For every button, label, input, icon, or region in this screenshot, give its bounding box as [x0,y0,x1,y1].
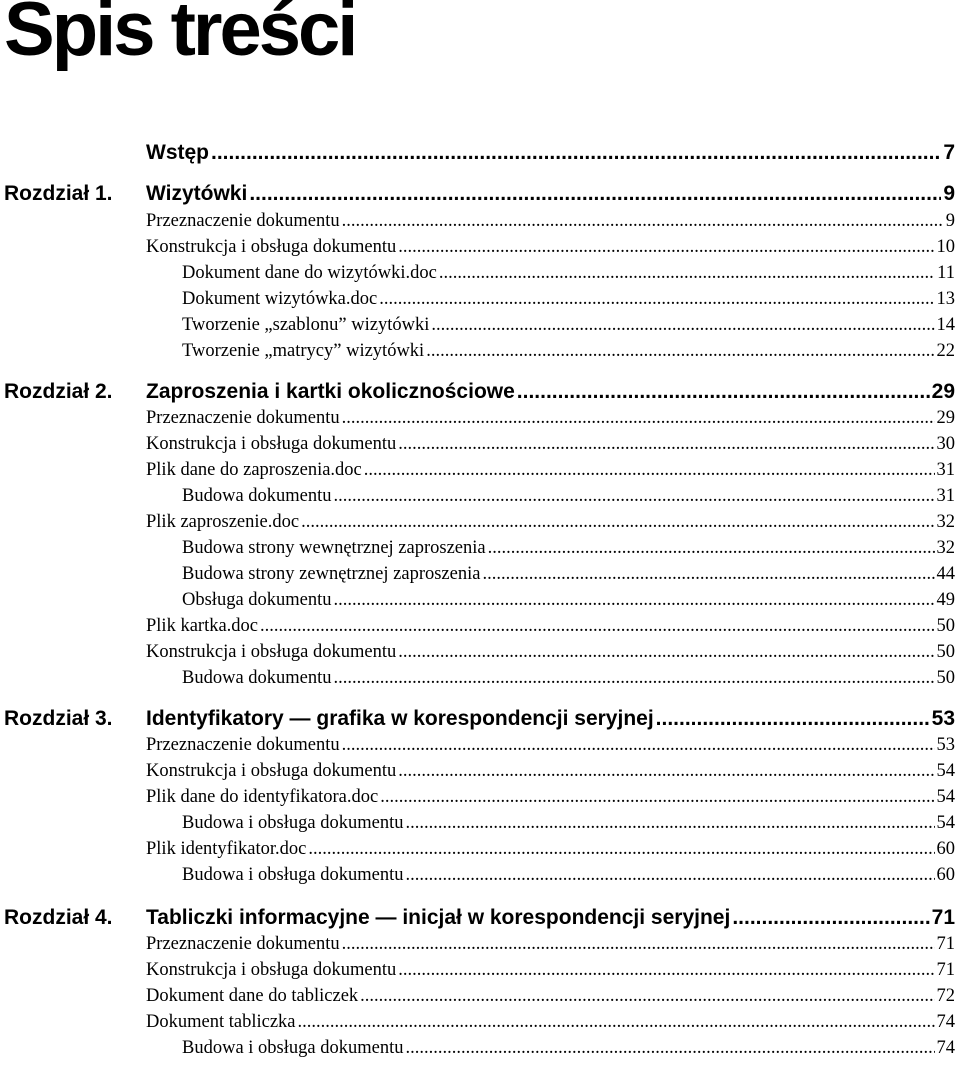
toc-entry-title: Zaproszenia i kartki okolicznościowe [146,380,515,403]
toc-entry-row [0,810,960,836]
dot-leader [380,784,934,810]
toc-entry-row [0,483,960,509]
toc-page-number: 74 [936,1038,955,1058]
dot-leader [732,905,929,931]
toc-entry-title: Dokument wizytówka.doc [182,289,378,309]
dot-leader [298,1009,935,1035]
dot-leader [482,561,934,587]
toc-entry[interactable] [146,983,955,1009]
toc-page-number: 50 [936,616,955,636]
toc-entry-title: Dokument tabliczka [146,1012,296,1032]
toc-entry-row [0,208,960,234]
toc-page-number: 49 [936,590,955,610]
toc-page-number: 10 [936,237,955,257]
toc-entry[interactable] [146,784,955,810]
toc-page-number: 50 [936,668,955,688]
toc-entry-title: Plik identyfikator.doc [146,839,307,859]
toc-entry[interactable] [146,234,955,260]
dot-leader [334,483,935,509]
toc-entry-row [0,957,960,983]
toc-entry-row [0,312,960,338]
toc-entry-row [0,931,960,957]
dot-leader [431,312,934,338]
toc-entry-title: Plik zaproszenie.doc [146,512,300,532]
toc-entry-row [0,1035,960,1061]
toc-page-number: 31 [936,486,955,506]
dot-leader [249,181,941,207]
toc-entry[interactable] [182,561,955,587]
toc-entry-title: Budowa dokumentu [182,668,332,688]
dot-leader [342,405,935,431]
dot-leader [426,338,934,364]
toc-entry[interactable] [146,905,955,931]
toc-entry[interactable] [182,260,955,286]
toc-entry[interactable] [146,405,955,431]
toc-page-number: 31 [936,460,955,480]
toc-page-number: 13 [936,289,955,309]
toc-entry-title: Budowa i obsługa dokumentu [182,865,404,885]
toc-chapter-row [0,140,960,166]
toc-entry-row [0,862,960,888]
toc-entry-row [0,836,960,862]
toc-page-number: 54 [936,813,955,833]
toc-page-number: 11 [937,263,955,283]
toc-entry[interactable] [146,732,955,758]
toc-entry-title: Identyfikatory — grafika w korespondencji seryjnej [146,707,654,730]
toc-entry-title: Wstęp [146,141,209,164]
chapter-number: Rozdział 4. [4,906,113,929]
toc-entry[interactable] [146,379,955,405]
dot-leader [405,862,934,888]
toc-page-number: 30 [936,434,955,454]
dot-leader [405,810,934,836]
toc-entry-row [0,509,960,535]
toc-entry-title: Przeznaczenie dokumentu [146,934,340,954]
toc-chapter-row [0,905,960,931]
toc-chapter-row [0,181,960,207]
page-title: Spis treści [4,0,356,72]
toc-entry-row [0,234,960,260]
toc-entry-row [0,561,960,587]
toc-entry[interactable] [182,312,955,338]
toc-entry-row [0,665,960,691]
toc-entry-title: Budowa strony wewnętrznej zaproszenia [182,538,486,558]
dot-leader [398,758,934,784]
toc-entry-row [0,338,960,364]
toc-entry-row [0,286,960,312]
dot-leader [342,732,935,758]
dot-leader [211,140,941,166]
toc-chapter-row [0,379,960,405]
toc-page-number: 60 [936,865,955,885]
toc-entry[interactable] [146,613,955,639]
toc-page-number: 53 [931,707,955,730]
dot-leader [334,587,935,613]
toc-entry[interactable] [146,639,955,665]
dot-leader [379,286,934,312]
toc-page-number: 29 [936,408,955,428]
toc-page-number: 44 [936,564,955,584]
toc-entry-title: Obsługa dokumentu [182,590,332,610]
toc-entry-title: Konstrukcja i obsługa dokumentu [146,642,397,662]
toc-entry-title: Plik kartka.doc [146,616,259,636]
toc-entry-title: Budowa i obsługa dokumentu [182,813,404,833]
dot-leader [260,613,934,639]
toc-entry[interactable] [182,338,955,364]
toc-entry-row [0,732,960,758]
toc-page-number: 72 [936,986,955,1006]
toc-entry-row [0,639,960,665]
toc-entry-row [0,535,960,561]
toc-entry-title: Tworzenie „szablonu” wizytówki [182,315,430,335]
toc-entry-title: Konstrukcja i obsługa dokumentu [146,960,397,980]
toc-entry-row [0,1009,960,1035]
toc-entry-row [0,983,960,1009]
chapter-number: Rozdział 3. [4,707,113,730]
toc-entry-row [0,405,960,431]
toc-entry[interactable] [146,509,955,535]
dot-leader [398,234,934,260]
toc-entry[interactable] [146,1009,955,1035]
toc-entry-title: Przeznaczenie dokumentu [146,408,340,428]
toc-entry[interactable] [182,535,955,561]
dot-leader [398,639,934,665]
toc-page-number: 32 [936,512,955,532]
dot-leader [405,1035,934,1061]
toc-entry-row [0,784,960,810]
dot-leader [342,931,935,957]
toc-page-number: 74 [936,1012,955,1032]
dot-leader [334,665,935,691]
toc-page-number: 9 [945,211,955,231]
toc-entry-row [0,260,960,286]
toc-entry[interactable] [182,587,955,613]
toc-entry[interactable] [146,957,955,983]
toc-entry-title: Konstrukcja i obsługa dokumentu [146,237,397,257]
toc-entry-row [0,613,960,639]
toc-entry[interactable] [182,810,955,836]
dot-leader [301,509,934,535]
toc-entry[interactable] [146,431,955,457]
dot-leader [517,379,930,405]
toc-page-number: 9 [943,182,955,205]
toc-entry[interactable] [146,208,955,234]
dot-leader [360,983,934,1009]
toc-entry[interactable] [182,665,955,691]
toc-entry-row [0,457,960,483]
toc-entry[interactable] [182,483,955,509]
toc-entry-title: Budowa strony zewnętrznej zaproszenia [182,564,481,584]
toc-entry[interactable] [146,457,955,483]
toc-entry[interactable] [146,181,955,207]
toc-entry-title: Przeznaczenie dokumentu [146,211,340,231]
toc-entry-row [0,758,960,784]
dot-leader [398,957,934,983]
dot-leader [439,260,935,286]
toc-entry[interactable] [146,140,955,166]
toc-entry-title: Tabliczki informacyjne — inicjał w korespondencji seryjnej [146,906,731,929]
toc-entry[interactable] [146,758,955,784]
toc-entry-title: Plik dane do identyfikatora.doc [146,787,379,807]
toc-chapter-row [0,706,960,732]
toc-entry-title: Budowa i obsługa dokumentu [182,1038,404,1058]
chapter-number: Rozdział 1. [4,182,113,205]
dot-leader [308,836,934,862]
toc-entry-title: Konstrukcja i obsługa dokumentu [146,434,397,454]
toc-page-number: 54 [936,761,955,781]
toc-page-number: 29 [931,380,955,403]
toc-entry[interactable] [182,1035,955,1061]
toc-page-number: 7 [943,141,955,164]
toc-page-number: 53 [936,735,955,755]
toc-entry-title: Dokument dane do wizytówki.doc [182,263,437,283]
dot-leader [398,431,934,457]
toc-entry-title: Przeznaczenie dokumentu [146,735,340,755]
toc-entry[interactable] [146,931,955,957]
toc-page-number: 14 [936,315,955,335]
toc-page-number: 71 [936,960,955,980]
dot-leader [656,706,930,732]
toc-entry-row [0,431,960,457]
toc-entry-row [0,587,960,613]
chapter-number: Rozdział 2. [4,380,113,403]
toc-page-number: 54 [936,787,955,807]
toc-entry-title: Budowa dokumentu [182,486,332,506]
dot-leader [342,208,944,234]
toc-entry[interactable] [182,286,955,312]
dot-leader [364,457,935,483]
toc-page-number: 71 [931,906,955,929]
dot-leader [488,535,935,561]
toc-page-number: 50 [936,642,955,662]
toc-entry[interactable] [146,836,955,862]
toc-page-number: 32 [936,538,955,558]
toc-entry[interactable] [182,862,955,888]
toc-entry-title: Tworzenie „matrycy” wizytówki [182,341,425,361]
toc-page-number: 71 [936,934,955,954]
toc-page-number: 60 [936,839,955,859]
toc-entry-title: Konstrukcja i obsługa dokumentu [146,761,397,781]
toc-entry-title: Wizytówki [146,182,248,205]
toc-entry-title: Plik dane do zaproszenia.doc [146,460,362,480]
toc-entry-title: Dokument dane do tabliczek [146,986,359,1006]
toc-page-number: 22 [936,341,955,361]
toc-entry[interactable] [146,706,955,732]
